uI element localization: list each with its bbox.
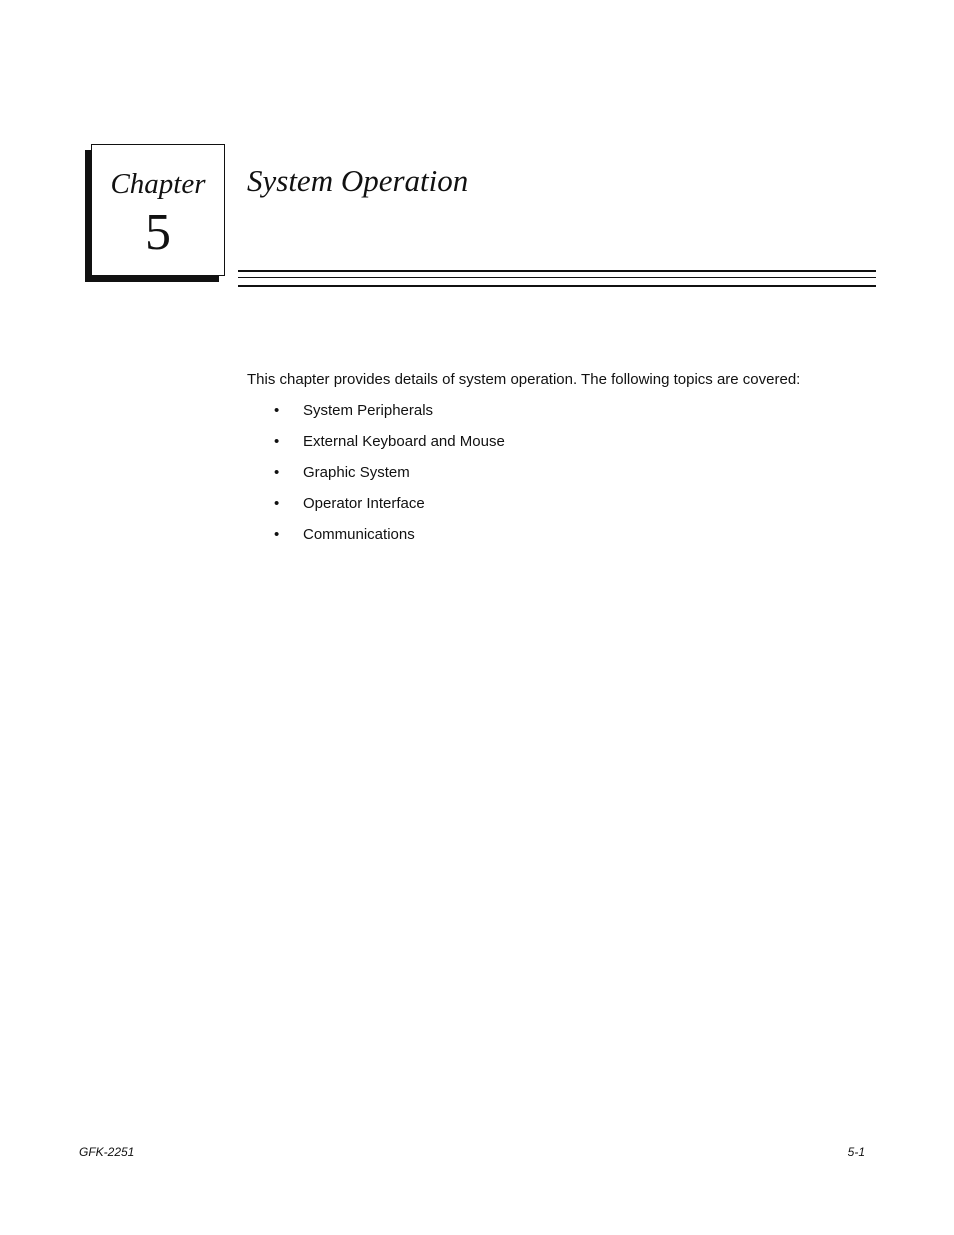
title-rule-bottom xyxy=(238,285,876,287)
list-item xyxy=(247,495,505,526)
topic-label: System Peripherals xyxy=(303,402,434,419)
footer-page-number: 5-1 xyxy=(847,1145,865,1159)
title-rule-top xyxy=(238,270,876,272)
list-item xyxy=(247,464,505,495)
bullet-icon: • xyxy=(274,526,280,543)
chapter-number: 5 xyxy=(145,204,171,261)
topic-label: Operator Interface xyxy=(303,495,425,512)
chapter-box xyxy=(91,144,225,276)
bullet-icon: • xyxy=(274,433,280,450)
list-item xyxy=(247,526,505,557)
bullet-icon: • xyxy=(274,402,280,419)
intro-paragraph: This chapter provides details of system operation. The following topics are covered: xyxy=(247,371,801,388)
title-rule-middle xyxy=(238,277,876,278)
topic-list xyxy=(247,402,505,557)
footer-doc-id: GFK-2251 xyxy=(79,1145,135,1159)
chapter-title: System Operation xyxy=(247,163,469,198)
bullet-icon: • xyxy=(274,464,280,481)
bullet-icon: • xyxy=(274,495,280,512)
list-item xyxy=(247,433,505,464)
topic-label: Communications xyxy=(303,526,415,543)
chapter-label: Chapter xyxy=(110,168,206,200)
list-item xyxy=(247,402,505,433)
topic-label: External Keyboard and Mouse xyxy=(303,433,505,450)
topic-label: Graphic System xyxy=(303,464,410,481)
